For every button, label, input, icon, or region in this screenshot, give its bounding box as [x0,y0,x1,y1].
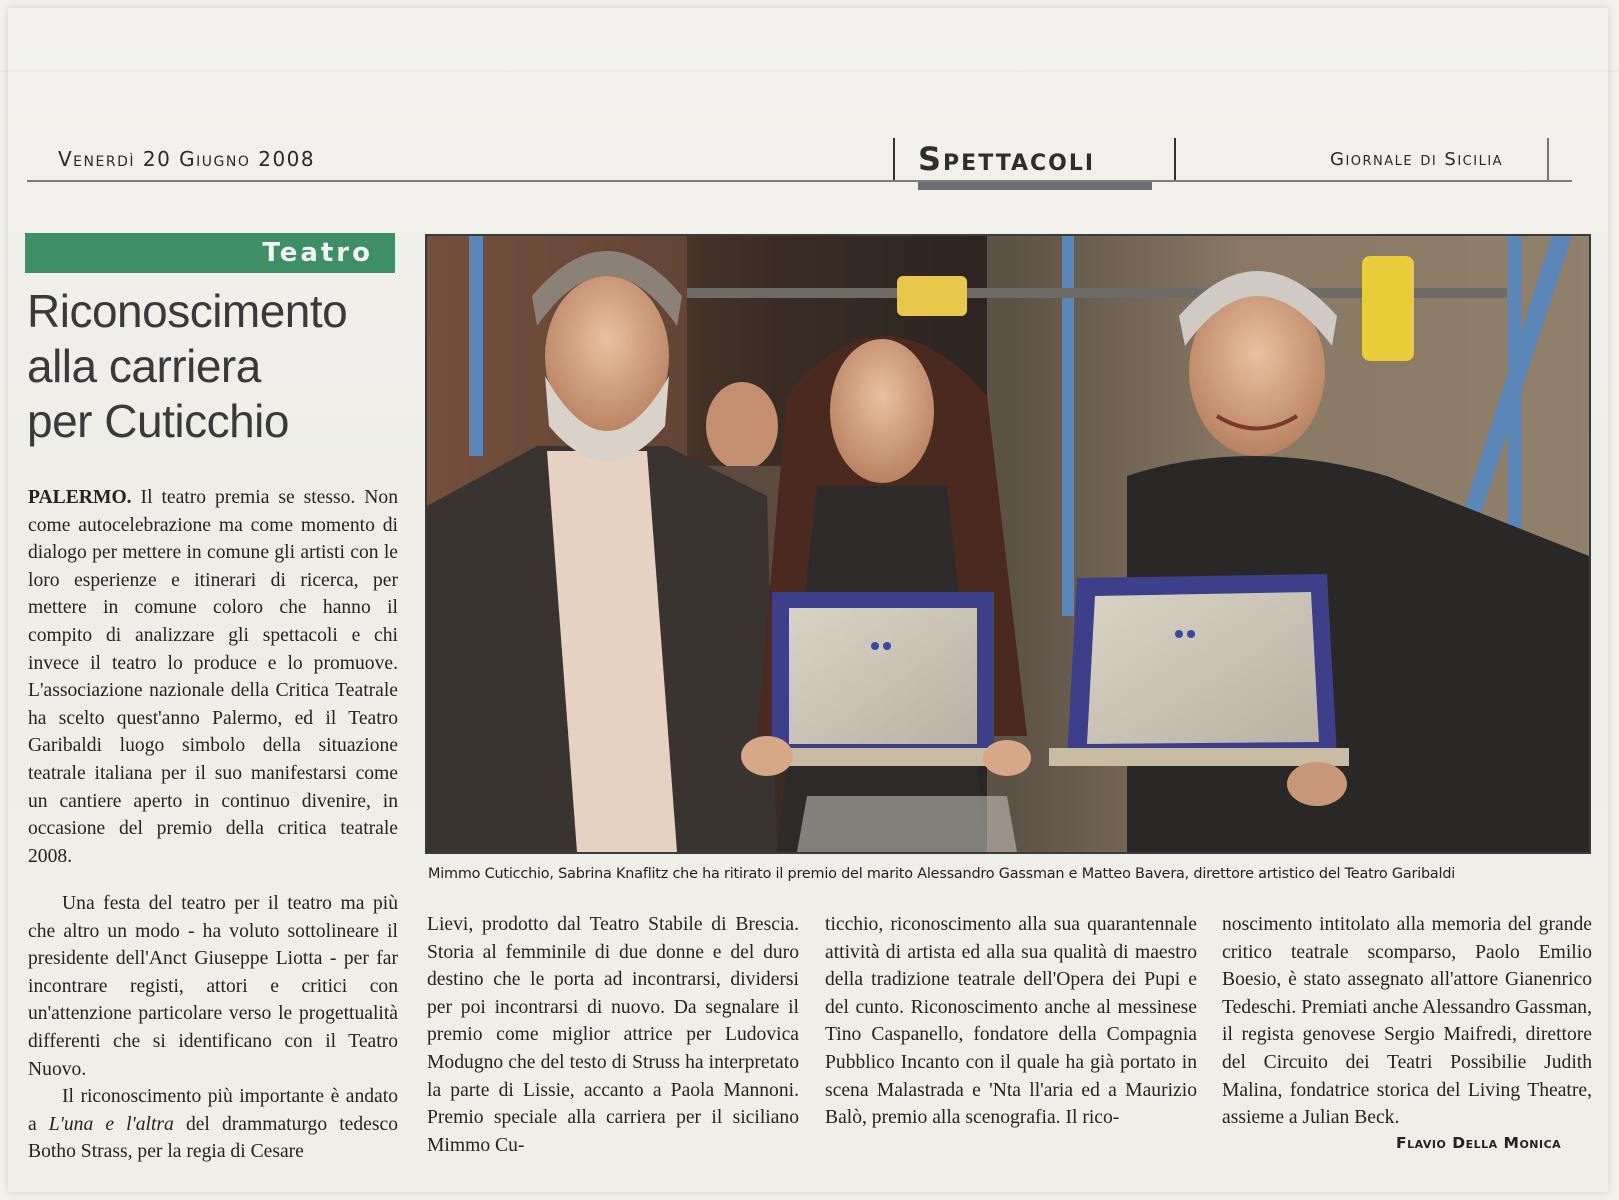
author-byline: Flavio Della Monica [1396,1134,1562,1152]
paragraph-text: Il teatro premia se stesso. Non come autocelebrazione ma come momento di dialogo per mettere in comune gli artisti con le loro esperienze e itinerari di ricerca, per mettere in comune coloro che hanno il compito di analizzare gli spettacoli e chi invece il teatro lo produce e lo promuove. L'associazione nazionale della Critica Teatrale ha scelto quest'anno Palermo, ed il Teatro Garibaldi luogo simbolo della situazione teatrale italiana per il suo manifestarsi come un cantiere aperto in continuo divenire, in occasione del premio della critica teatrale 2008. [28,487,398,867]
dateline: PALERMO. [28,487,132,508]
article-paragraph [28,484,398,870]
masthead-divider [1174,138,1176,180]
article-paragraph: ticchio, riconoscimento alla sua quarantennale attività di artista ed alla sua qualità di maestro della tradizione teatrale dell'Opera dei Pupi e del cunto. Riconoscimento anche al messinese Tino Caspanello, fondatore della Compagnia Pubblico Incanto con il quale ha già portato in scena Malastrada e 'Nta ll'aria ed a Maurizio Balò, premio alla scenografia. Il rico- [825,914,1197,1129]
section-title-bar [918,181,1152,190]
section-title: Spettacoli [918,140,1096,178]
article-paragraph: Lievi, prodotto dal Teatro Stabile di Brescia. Storia al femminile di due donne e del duro destino che le porta ad incontrarsi, dividersi per poi incontrarsi di nuovo. Da segnalare il premio come miglior attrice per Ludovica Modugno che del testo di Struss ha interpretato la parte di Lissie, accanto a Paola Mannoni. Premio speciale alla carriera per il siciliano Mimmo Cu- [427,914,799,1156]
paragraph-text: Il riconoscimento più importante è andato a [28,1086,398,1135]
article-column-2 [427,911,799,1159]
section-kicker: Teatro [25,233,395,273]
award-ceremony-photo [427,236,1589,852]
masthead-divider [893,138,895,180]
masthead-rule [27,180,1572,182]
masthead-divider [1547,138,1549,180]
play-title: L'una e l'altra [48,1113,174,1135]
article-paragraph [28,1083,398,1166]
article-column-1 [28,484,398,870]
article-paragraph: noscimento intitolato alla memoria del grande critico teatrale scomparso, Paolo Emilio Boesio, è stato assegnato all'attore Gianenrico Tedeschi. Premiati anche Alessandro Gassman, il regista genovese Sergio Maifredi, direttore del Circuito dei Teatri Possibilie Judith Malina, fondatrice storica del Living Theatre, assieme a Julian Beck. [1222,914,1592,1129]
article-column-4 [1222,911,1592,1132]
fold-crease [0,70,1619,72]
issue-date: Venerdì 20 Giugno 2008 [58,147,316,171]
award-plaque-left [757,592,1007,766]
article-photo [425,234,1591,854]
award-plaque-right [1049,574,1349,766]
paragraph-text: del drammaturgo tedesco Botho Strass, per la regia di Cesare [28,1113,398,1163]
article-headline [27,284,407,449]
article-column-1-continued [28,890,398,1166]
newspaper-name: Giornale di Sicilia [1330,149,1504,170]
photo-caption: Mimmo Cuticchio, Sabrina Knaflitz che ha ritirato il premio del marito Alessandro Gassman e Matteo Bavera, direttore artistico del Teatro Garibaldi [428,866,1456,882]
headline-line: alla carriera [27,340,261,392]
article-column-3 [825,911,1197,1132]
headline-line: per Cuticchio [27,395,289,447]
headline-line: Riconoscimento [27,285,348,337]
article-paragraph: Una festa del teatro per il teatro ma più che altro un modo - ha voluto sottolineare il presidente dell'Anct Giuseppe Liotta - per far incontrare registi, attori e critici con un'attenzione particolare verso le progettualità differenti che si identificano con il Teatro Nuovo. [28,893,398,1080]
